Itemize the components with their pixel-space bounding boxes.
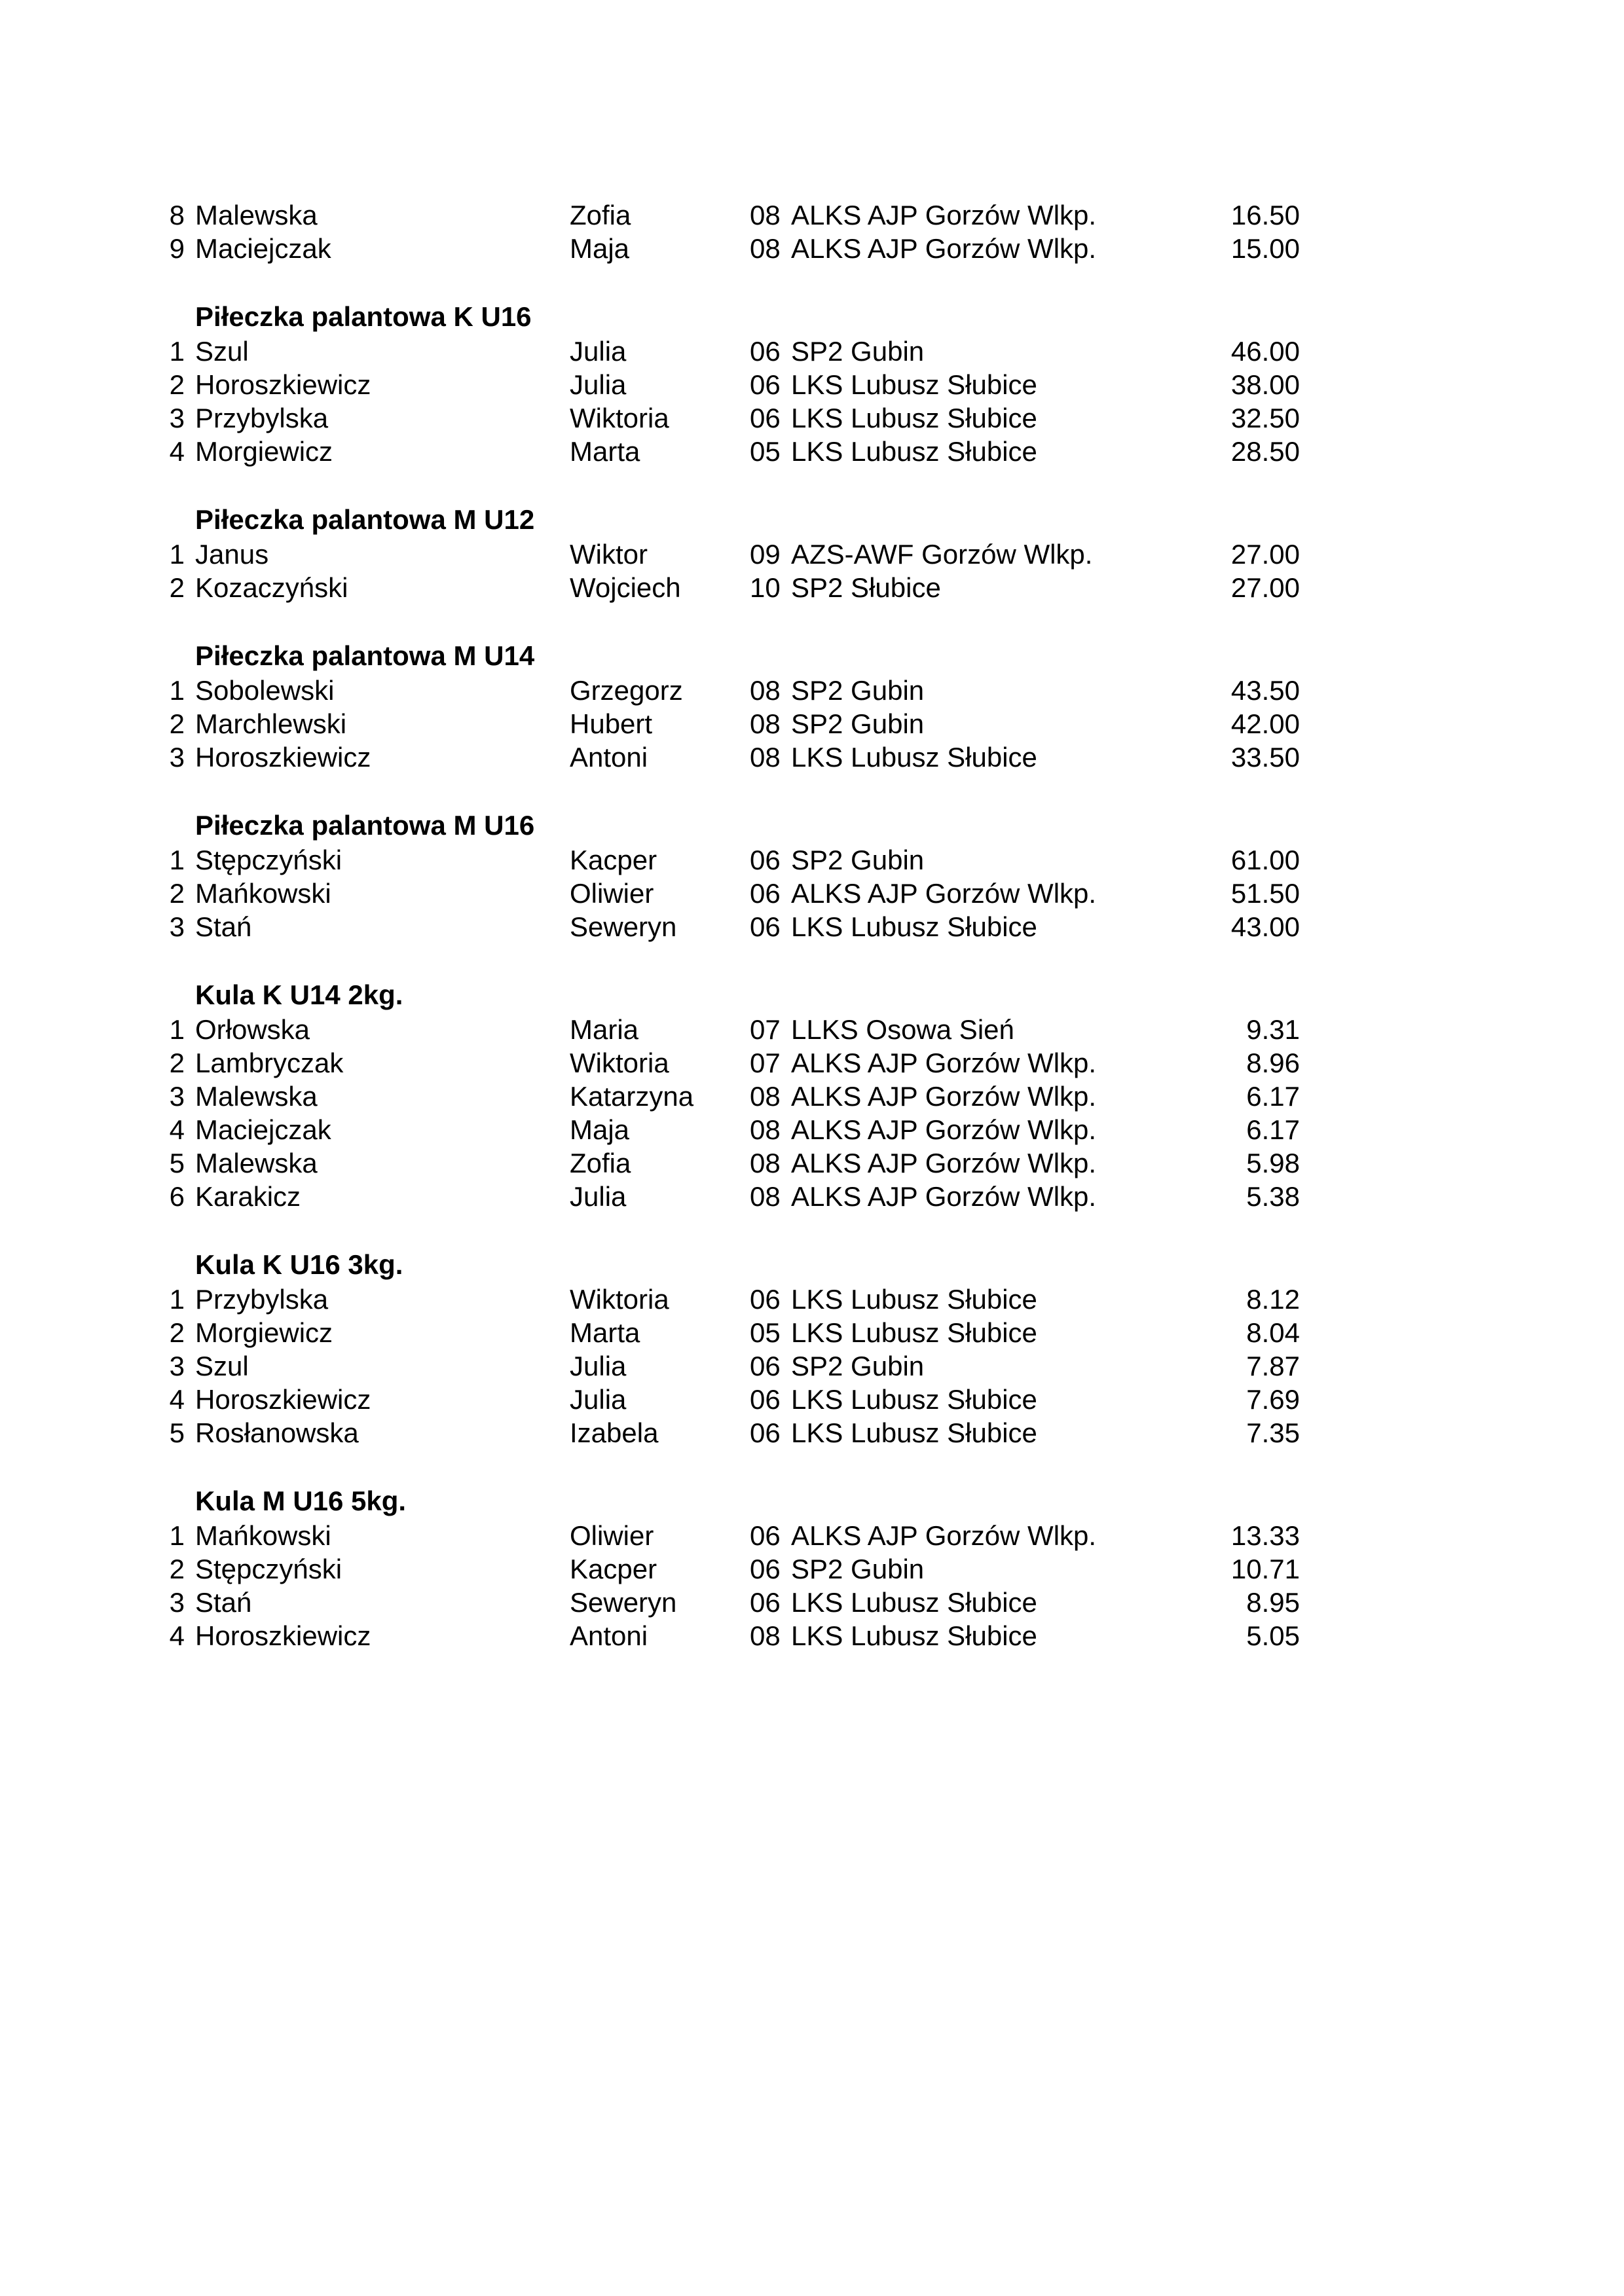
last-name-cell: Morgiewicz (195, 1317, 333, 1348)
result-row (158, 1349, 1300, 1383)
result-row (158, 1519, 1300, 1552)
last-name-cell: Przybylska (195, 403, 329, 433)
birth-year-cell: 08 (750, 1081, 781, 1112)
birth-year-cell: 06 (750, 1554, 781, 1584)
club-cell: LKS Lubusz Słubice (791, 1317, 1037, 1348)
birth-year-cell: 08 (750, 675, 781, 706)
birth-year-cell: 08 (750, 1114, 781, 1145)
rank-cell: 1 (169, 1520, 185, 1551)
first-name-cell: Izabela (570, 1417, 659, 1448)
rank-cell: 3 (169, 1081, 185, 1112)
club-cell: LKS Lubusz Słubice (791, 742, 1037, 773)
result-row (158, 1619, 1300, 1652)
rank-cell: 4 (169, 1114, 185, 1145)
result-cell: 33.50 (1230, 742, 1300, 773)
first-name-cell: Julia (570, 1181, 627, 1212)
club-cell: SP2 Słubice (791, 572, 941, 603)
section-title: Piłeczka palantowa M U12 (195, 504, 535, 535)
club-cell: LKS Lubusz Słubice (791, 436, 1037, 467)
last-name-cell: Kozaczyński (195, 572, 348, 603)
result-cell: 43.00 (1230, 911, 1300, 942)
result-cell: 7.87 (1246, 1351, 1300, 1381)
birth-year-cell: 08 (750, 1148, 781, 1178)
result-row (158, 435, 1300, 468)
result-cell: 6.17 (1246, 1114, 1300, 1145)
rank-cell: 3 (169, 403, 185, 433)
club-cell: ALKS AJP Gorzów Wlkp. (791, 1081, 1097, 1112)
first-name-cell: Kacper (570, 1554, 657, 1584)
first-name-cell: Kacper (570, 845, 657, 875)
section-rows (158, 335, 1300, 468)
result-row (158, 707, 1300, 740)
result-row (158, 843, 1300, 877)
section-rows (158, 843, 1300, 943)
club-cell: LKS Lubusz Słubice (791, 1284, 1037, 1315)
last-name-cell: Janus (195, 539, 269, 570)
rank-cell: 2 (169, 708, 185, 739)
last-name-cell: Morgiewicz (195, 436, 333, 467)
result-row (158, 401, 1300, 435)
results-section (158, 1484, 1300, 1652)
first-name-cell: Marta (570, 1317, 640, 1348)
rank-cell: 9 (169, 233, 185, 264)
first-name-cell: Hubert (570, 708, 653, 739)
rank-cell: 3 (169, 1351, 185, 1381)
section-rows (158, 1283, 1300, 1449)
section-rows (158, 1013, 1300, 1213)
result-row (158, 1283, 1300, 1316)
birth-year-cell: 06 (750, 878, 781, 909)
result-row (158, 1080, 1300, 1113)
result-cell: 9.31 (1246, 1014, 1300, 1045)
club-cell: SP2 Gubin (791, 1554, 925, 1584)
club-cell: ALKS AJP Gorzów Wlkp. (791, 1181, 1097, 1212)
club-cell: ALKS AJP Gorzów Wlkp. (791, 878, 1097, 909)
first-name-cell: Julia (570, 369, 627, 400)
club-cell: LLKS Osowa Sień (791, 1014, 1014, 1045)
result-cell: 5.98 (1246, 1148, 1300, 1178)
section-rows (158, 1519, 1300, 1652)
birth-year-cell: 08 (750, 233, 781, 264)
last-name-cell: Orłowska (195, 1014, 310, 1045)
club-cell: AZS-AWF Gorzów Wlkp. (791, 539, 1093, 570)
section-title: Piłeczka palantowa K U16 (195, 301, 532, 332)
first-name-cell: Wiktoria (570, 1048, 669, 1078)
last-name-cell: Stań (195, 911, 252, 942)
result-row (158, 368, 1300, 401)
club-cell: ALKS AJP Gorzów Wlkp. (791, 1520, 1097, 1551)
rank-cell: 3 (169, 1587, 185, 1618)
birth-year-cell: 06 (750, 845, 781, 875)
results-section (158, 639, 1300, 774)
last-name-cell: Marchlewski (195, 708, 347, 739)
result-cell: 8.95 (1246, 1587, 1300, 1618)
result-row (158, 1046, 1300, 1080)
first-name-cell: Marta (570, 436, 640, 467)
club-cell: SP2 Gubin (791, 336, 925, 367)
club-cell: LKS Lubusz Słubice (791, 1587, 1037, 1618)
result-row (158, 740, 1300, 774)
club-cell: SP2 Gubin (791, 708, 925, 739)
birth-year-cell: 08 (750, 708, 781, 739)
result-cell: 51.50 (1230, 878, 1300, 909)
result-row (158, 1113, 1300, 1146)
first-name-cell: Grzegorz (570, 675, 683, 706)
first-name-cell: Zofia (570, 1148, 631, 1178)
result-cell: 6.17 (1246, 1081, 1300, 1112)
first-name-cell: Zofia (570, 200, 631, 230)
last-name-cell: Przybylska (195, 1284, 329, 1315)
club-cell: LKS Lubusz Słubice (791, 1620, 1037, 1651)
result-row (158, 335, 1300, 368)
first-name-cell: Antoni (570, 1620, 648, 1651)
first-name-cell: Seweryn (570, 911, 677, 942)
last-name-cell: Malewska (195, 1081, 318, 1112)
birth-year-cell: 06 (750, 1520, 781, 1551)
last-name-cell: Szul (195, 1351, 249, 1381)
result-row (158, 1552, 1300, 1586)
first-name-cell: Wojciech (570, 572, 681, 603)
club-cell: SP2 Gubin (791, 845, 925, 875)
birth-year-cell: 08 (750, 1181, 781, 1212)
birth-year-cell: 06 (750, 1351, 781, 1381)
birth-year-cell: 06 (750, 369, 781, 400)
result-cell: 16.50 (1230, 200, 1300, 230)
last-name-cell: Mańkowski (195, 1520, 331, 1551)
result-row (158, 1180, 1300, 1213)
last-name-cell: Karakicz (195, 1181, 301, 1212)
birth-year-cell: 06 (750, 1384, 781, 1415)
first-name-cell: Julia (570, 336, 627, 367)
birth-year-cell: 05 (750, 436, 781, 467)
result-row (158, 571, 1300, 604)
club-cell: LKS Lubusz Słubice (791, 403, 1037, 433)
first-name-cell: Maria (570, 1014, 639, 1045)
first-name-cell: Wiktor (570, 539, 648, 570)
last-name-cell: Stań (195, 1587, 252, 1618)
result-cell: 5.38 (1246, 1181, 1300, 1212)
result-cell: 46.00 (1230, 336, 1300, 367)
last-name-cell: Sobolewski (195, 675, 335, 706)
rank-cell: 1 (169, 1014, 185, 1045)
club-cell: ALKS AJP Gorzów Wlkp. (791, 1048, 1097, 1078)
first-name-cell: Julia (570, 1351, 627, 1381)
result-row (158, 674, 1300, 707)
rank-cell: 2 (169, 572, 185, 603)
result-cell: 38.00 (1230, 369, 1300, 400)
results-section (158, 809, 1300, 943)
result-cell: 27.00 (1230, 539, 1300, 570)
club-cell: LKS Lubusz Słubice (791, 369, 1037, 400)
section-title: Piłeczka palantowa M U16 (195, 810, 535, 841)
results-section (158, 300, 1300, 468)
birth-year-cell: 05 (750, 1317, 781, 1348)
first-name-cell: Wiktoria (570, 403, 669, 433)
section-rows (158, 198, 1300, 265)
result-cell: 42.00 (1230, 708, 1300, 739)
rank-cell: 4 (169, 1384, 185, 1415)
first-name-cell: Wiktoria (570, 1284, 669, 1315)
last-name-cell: Maciejczak (195, 1114, 331, 1145)
result-cell: 13.33 (1230, 1520, 1300, 1551)
birth-year-cell: 06 (750, 911, 781, 942)
rank-cell: 2 (169, 1048, 185, 1078)
first-name-cell: Katarzyna (570, 1081, 694, 1112)
results-page (158, 198, 1300, 1652)
result-row (158, 1316, 1300, 1349)
rank-cell: 1 (169, 336, 185, 367)
club-cell: ALKS AJP Gorzów Wlkp. (791, 1114, 1097, 1145)
last-name-cell: Mańkowski (195, 878, 331, 909)
club-cell: ALKS AJP Gorzów Wlkp. (791, 200, 1097, 230)
result-cell: 15.00 (1230, 233, 1300, 264)
result-row (158, 538, 1300, 571)
rank-cell: 3 (169, 911, 185, 942)
rank-cell: 6 (169, 1181, 185, 1212)
birth-year-cell: 06 (750, 1587, 781, 1618)
rank-cell: 2 (169, 1317, 185, 1348)
result-row (158, 877, 1300, 910)
result-cell: 8.12 (1246, 1284, 1300, 1315)
result-row (158, 198, 1300, 232)
result-row (158, 910, 1300, 943)
result-cell: 8.04 (1246, 1317, 1300, 1348)
club-cell: LKS Lubusz Słubice (791, 1384, 1037, 1415)
result-cell: 10.71 (1230, 1554, 1300, 1584)
last-name-cell: Malewska (195, 200, 318, 230)
results-section (158, 503, 1300, 604)
first-name-cell: Julia (570, 1384, 627, 1415)
result-cell: 8.96 (1246, 1048, 1300, 1078)
birth-year-cell: 08 (750, 1620, 781, 1651)
last-name-cell: Lambryczak (195, 1048, 344, 1078)
first-name-cell: Oliwier (570, 878, 654, 909)
result-cell: 7.69 (1246, 1384, 1300, 1415)
birth-year-cell: 06 (750, 403, 781, 433)
rank-cell: 4 (169, 436, 185, 467)
result-cell: 32.50 (1230, 403, 1300, 433)
club-cell: LKS Lubusz Słubice (791, 911, 1037, 942)
section-rows (158, 674, 1300, 774)
result-row (158, 1416, 1300, 1449)
first-name-cell: Antoni (570, 742, 648, 773)
last-name-cell: Malewska (195, 1148, 318, 1178)
birth-year-cell: 08 (750, 742, 781, 773)
result-row (158, 1586, 1300, 1619)
rank-cell: 2 (169, 369, 185, 400)
club-cell: SP2 Gubin (791, 1351, 925, 1381)
rank-cell: 2 (169, 1554, 185, 1584)
rank-cell: 5 (169, 1417, 185, 1448)
birth-year-cell: 09 (750, 539, 781, 570)
section-title: Kula K U16 3kg. (195, 1249, 403, 1280)
last-name-cell: Horoszkiewicz (195, 369, 371, 400)
first-name-cell: Oliwier (570, 1520, 654, 1551)
result-cell: 5.05 (1246, 1620, 1300, 1651)
club-cell: ALKS AJP Gorzów Wlkp. (791, 1148, 1097, 1178)
birth-year-cell: 07 (750, 1014, 781, 1045)
last-name-cell: Maciejczak (195, 233, 331, 264)
last-name-cell: Stępczyński (195, 1554, 342, 1584)
section-title: Kula K U14 2kg. (195, 979, 403, 1010)
last-name-cell: Szul (195, 336, 249, 367)
section-rows (158, 538, 1300, 604)
birth-year-cell: 07 (750, 1048, 781, 1078)
last-name-cell: Horoszkiewicz (195, 1384, 371, 1415)
first-name-cell: Seweryn (570, 1587, 677, 1618)
club-cell: ALKS AJP Gorzów Wlkp. (791, 233, 1097, 264)
birth-year-cell: 10 (750, 572, 781, 603)
first-name-cell: Maja (570, 233, 630, 264)
birth-year-cell: 06 (750, 1284, 781, 1315)
last-name-cell: Rosłanowska (195, 1417, 359, 1448)
last-name-cell: Stępczyński (195, 845, 342, 875)
first-name-cell: Maja (570, 1114, 630, 1145)
result-cell: 61.00 (1230, 845, 1300, 875)
results-section (158, 1248, 1300, 1449)
result-cell: 27.00 (1230, 572, 1300, 603)
rank-cell: 1 (169, 675, 185, 706)
section-title: Kula M U16 5kg. (195, 1485, 407, 1516)
last-name-cell: Horoszkiewicz (195, 742, 371, 773)
club-cell: SP2 Gubin (791, 675, 925, 706)
last-name-cell: Horoszkiewicz (195, 1620, 371, 1651)
birth-year-cell: 06 (750, 336, 781, 367)
birth-year-cell: 08 (750, 200, 781, 230)
result-row (158, 1013, 1300, 1046)
section-title: Piłeczka palantowa M U14 (195, 640, 535, 671)
rank-cell: 1 (169, 1284, 185, 1315)
results-section (158, 978, 1300, 1213)
club-cell: LKS Lubusz Słubice (791, 1417, 1037, 1448)
rank-cell: 8 (169, 200, 185, 230)
rank-cell: 1 (169, 845, 185, 875)
result-cell: 7.35 (1246, 1417, 1300, 1448)
rank-cell: 3 (169, 742, 185, 773)
rank-cell: 1 (169, 539, 185, 570)
result-row (158, 1146, 1300, 1180)
rank-cell: 4 (169, 1620, 185, 1651)
result-cell: 28.50 (1230, 436, 1300, 467)
result-cell: 43.50 (1230, 675, 1300, 706)
result-row (158, 232, 1300, 265)
birth-year-cell: 06 (750, 1417, 781, 1448)
rank-cell: 5 (169, 1148, 185, 1178)
results-section (158, 198, 1300, 265)
result-row (158, 1383, 1300, 1416)
rank-cell: 2 (169, 878, 185, 909)
